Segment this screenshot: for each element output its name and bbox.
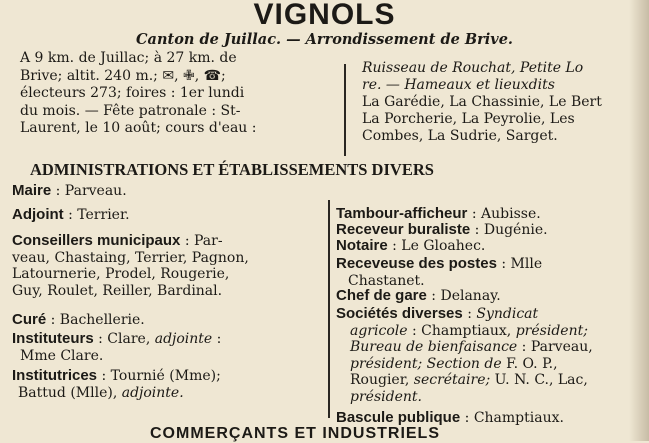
entry-value: : Parveau,: [517, 339, 593, 355]
entry-value: : Terrier.: [63, 207, 130, 223]
entry-label: Receveur buraliste: [336, 221, 471, 238]
entry-maire: [12, 183, 127, 200]
entry-cure: [12, 312, 145, 329]
page-edge-shadow: [629, 0, 649, 441]
entry-value-italic: président;: [515, 322, 588, 339]
entry-value: : Mlle: [496, 256, 543, 272]
entry-label: Chef de gare: [336, 287, 427, 304]
entry-value: : Champtiaux.: [460, 410, 564, 426]
intro-left-line: électeurs 273; foires : 1er lundi: [20, 85, 245, 101]
entry-label: Notaire: [336, 237, 388, 254]
entry-label: Instituteurs: [12, 330, 94, 347]
entry-line: Latournerie, Prodel, Rougerie,: [12, 266, 230, 282]
entry-value: : Clare,: [93, 331, 155, 347]
entry-instituteurs: [12, 331, 221, 364]
entry-value: : Dugénie.: [470, 222, 548, 238]
entry-label: Sociétés diverses: [336, 305, 463, 322]
entry-value: :: [462, 306, 477, 322]
entry-value: :: [212, 331, 222, 347]
entry-value-italic: Syndicat: [476, 306, 539, 322]
entry-line: Guy, Roulet, Reiller, Bardinal.: [12, 282, 223, 299]
entry-adjoint: [12, 207, 130, 224]
entry-label: Receveuse des postes: [336, 255, 497, 272]
intro-right-line: re. — Hameaux et lieuxdits: [362, 77, 555, 93]
entry-label: Conseillers municipaux: [12, 232, 181, 249]
entry-value: : Le Gloahec.: [387, 238, 486, 254]
entries-column-divider: [328, 200, 330, 418]
entry-value: Rougier,: [350, 372, 414, 388]
entry-value: : Champtiaux,: [407, 322, 516, 339]
entry-value-italic: adjointe.: [121, 384, 184, 401]
entry-line: Chastanet.: [348, 272, 425, 289]
entry-line: Battud (Mlle),: [18, 384, 122, 401]
entry-label: Adjoint: [12, 206, 64, 223]
entry-chef-gare: [336, 288, 501, 305]
entry-value: : Aubisse.: [467, 206, 541, 222]
entry-line: veau, Chastaing, Terrier, Pagnon,: [12, 249, 249, 266]
entry-receveuse: [336, 256, 542, 289]
page-title: VIGNOLS: [253, 0, 396, 31]
entry-value-italic: Bureau de bienfaisance: [350, 339, 518, 355]
entry-value: U. N. C., Lac,: [490, 372, 588, 388]
intro-left-line: du mois. — Fête patronale : St-: [20, 102, 241, 119]
entry-value-italic: président.: [350, 388, 422, 405]
intro-left-column: [20, 50, 338, 138]
entry-notaire: [336, 238, 485, 255]
entry-value: : Par-: [180, 233, 223, 249]
section-heading: ADMINISTRATIONS ET ÉTABLISSEMENTS DIVERS: [30, 160, 434, 179]
intro-left-line: Brive; altit. 240 m.; ✉, ✙, ☎;: [20, 67, 226, 84]
intro-right-column: [362, 60, 649, 145]
entry-value: F. O. P.,: [501, 355, 558, 372]
entry-conseillers: [12, 233, 249, 299]
entry-value: : Delanay.: [426, 288, 501, 304]
entry-value-italic: agricole: [350, 322, 408, 339]
intro-right-line: La Porcherie, La Peyrolie, Les: [362, 111, 575, 127]
entry-label: Tambour-afficheur: [336, 205, 468, 222]
entry-value-italic: président;: [350, 355, 423, 372]
entry-line: Mme Clare.: [20, 347, 104, 364]
entry-value-italic: Section de: [422, 355, 502, 372]
bottom-section-heading: COMMERÇANTS ET INDUSTRIELS: [150, 425, 440, 442]
intro-left-line: A 9 km. de Juillac; à 27 km. de: [20, 50, 237, 66]
page-subtitle: Canton de Juillac. — Arrondissement de Brive.: [136, 31, 513, 48]
entry-value: : Bachellerie.: [46, 312, 145, 328]
intro-left-line: Laurent, le 10 août; cours d'eau :: [20, 120, 257, 136]
entry-institutrices: [12, 368, 221, 401]
entry-value-italic: secrétaire;: [413, 372, 491, 388]
entry-label: Maire: [12, 182, 52, 199]
entry-value: : Parveau.: [51, 183, 127, 199]
intro-right-line: La Garédie, La Chassinie, Le Bert: [362, 94, 602, 110]
entry-value-italic: adjointe: [154, 331, 213, 347]
entry-societes: [336, 306, 593, 405]
entry-value: : Tournié (Mme);: [97, 368, 221, 384]
intro-right-line: Ruisseau de Rouchat, Petite Lo: [362, 60, 584, 76]
intro-right-line: Combes, La Sudrie, Sarget.: [362, 128, 558, 144]
entry-label: Institutrices: [12, 367, 98, 384]
entry-label: Curé: [12, 311, 47, 328]
entry-label: Bascule publique: [336, 409, 461, 426]
intro-column-divider: [344, 64, 346, 156]
